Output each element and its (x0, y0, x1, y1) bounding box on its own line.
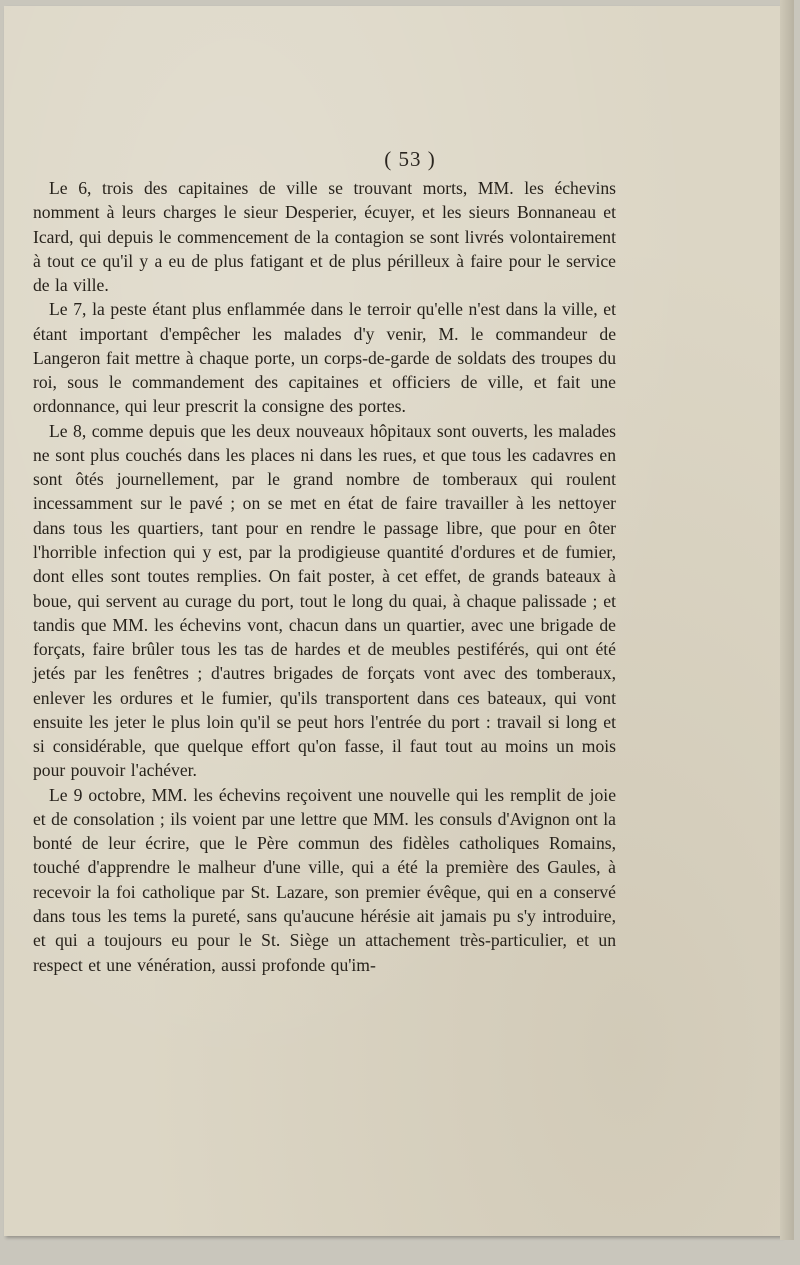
paragraph-oct-8: Le 8, comme depuis que les deux nouveaux hôpitaux sont ouverts, les malades ne sont plus couchés dans les places ni dans les rues, et que tous les cadavres en sont ôtés journellement, par le grand nombre de tomberaux qui roulent incessamment sur le pavé ; on se met en état de faire travailler à les nettoyer dans tous les quartiers, tant pour en rendre le passage libre, que pour en ôter l'horrible infection qui y est, par la prodigieuse quantité d'ordures et de fumier, dont elles sont toutes remplies. On fait poster, à cet effet, de grands bateaux à boue, qui servent au curage du port, tout le long du quai, à chaque palissade ; et tandis que MM. les échevins vont, chacun dans un quartier, avec une brigade de forçats, faire brûler tous les tas de hardes et de meubles pestiférés, qui ont été jetés par les fenêtres ; d'autres brigades de forçats vont avec des tomberaux, enlever les ordures et le fumier, qu'ils transportent dans ces bateaux, qui vont ensuite les jeter le plus loin qu'il se peut hors l'entrée du port : travail si long et si considérable, que quelque effort qu'on fasse, il faut tout au moins un mois pour pouvoir l'achéver. (33, 420, 616, 781)
paragraph-oct-7: Le 7, la peste étant plus enflammée dans le terroir qu'elle n'est dans la ville, et étant important d'empêcher les malades d'y venir, M. le commandeur de Langeron fait mettre à chaque porte, un corps-de-garde de soldats des troupes du roi, sous le commandement des capitaines et officiers de ville, et fait une ordonnance, qui leur prescrit la consigne des portes. (33, 299, 616, 417)
paragraph-oct-9: Le 9 octobre, MM. les échevins reçoivent une nouvelle qui les remplit de joie et de consolation ; ils voient par une lettre que MM. les consuls d'Avignon ont la bonté de leur écrire, que le Père commun des fidèles catholiques Romains, touché d'apprendre le malheur d'une ville, qui a été la première des Gaules, à recevoir la foi catholique par St. Lazare, son premier évêque, qui en a conservé dans tous les tems la pureté, sans qu'aucune hérésie ait jamais pu s'y introduire, et qui a toujours eu pour le St. Siège un attachement très-particulier, et un respect et une vénération, aussi profonde qu'im- (33, 784, 616, 975)
body-text (33, 176, 616, 977)
paragraph-oct-6: Le 6, trois des capitaines de ville se trouvant morts, MM. les échevins nomment à leurs charges le sieur Desperier, écuyer, et les sieurs Bonnaneau et Icard, qui depuis le commencement de la contagion se sont livrés volontairement à tout ce qu'il y a eu de plus fatigant et de plus périlleux à faire pour le service de la ville. (33, 178, 616, 296)
page-number: ( 53 ) (384, 147, 436, 171)
page-edge (780, 0, 794, 1240)
